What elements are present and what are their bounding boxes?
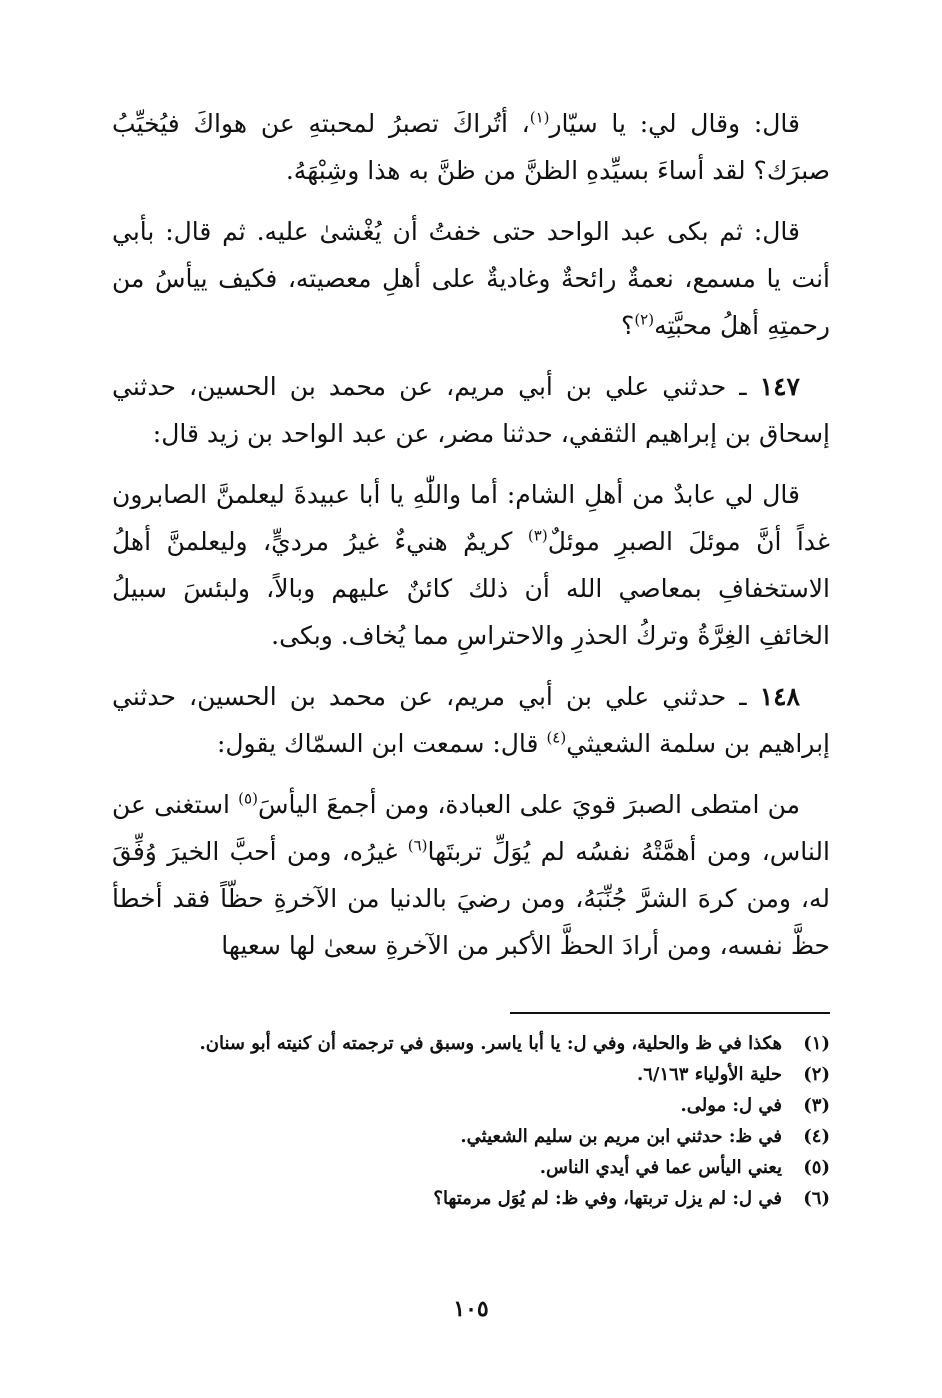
footnote-number: (٥)	[803, 1157, 830, 1178]
paragraph: قال: ثم بكى عبد الواحد حتى خفتُ أن يُغْشىٰ عليه. ثم قال: بأبي أنت يا مسمع، نعمةٌ رائحةٌ وغاديةٌ على أهلِ معصيته، فكيف ييأسُ من رحمتِهِ أهلُ محبَّتِه$^{(٢)}$؟	[112, 217, 830, 340]
footnote-ref: (٤)	[546, 728, 567, 747]
footnote-ref: (٥)	[238, 789, 258, 808]
paragraph: قال لي عابدٌ من أهلِ الشام: أما واللّٰهِ يا أبا عبيدةَ ليعلمنَّ الصابرون غداً أنَّ موئلَ الصبرِ موئلٌ$^{(٣)}$ كريمٌ هنيءٌ غيرُ مرديٍّ، وليعلمنَّ أهلُ الاستخفافِ بمعاصي الله أن ذلك كائنٌ عليهم وبالاً، ولبئسَ سبيلُ الخائفِ الغِرَّةُ وتركُ الحذرِ والاحتراسِ مما يُخاف. وبكى.	[112, 480, 831, 650]
footnote-item	[112, 1183, 830, 1214]
footnote-item	[112, 1059, 830, 1090]
footnote-ref: (٦)	[407, 836, 428, 855]
footnote-number: (٤)	[803, 1126, 830, 1147]
footnote-item	[112, 1121, 830, 1152]
footnote-number: (٦)	[803, 1188, 830, 1209]
hadith-paragraph: ١٤٨ ـ حدثني علي بن أبي مريم، عن محمد بن الحسين، حدثني إبراهيم بن سلمة الشعيثي$^{(٤)}$ قال: سمعت ابن السمّاك يقول:	[112, 682, 830, 758]
footnote-number: (١)	[803, 1033, 830, 1054]
footnote-text: يعني اليأس عما في أيدي الناس.	[539, 1157, 782, 1178]
paragraph: من امتطى الصبرَ قويَ على العبادة، ومن أجمعَ اليأسَ$^{(٥)}$ استغنى عن الناس، ومن أهمَّتْهُ نفسُه لم يُوَلِّ تربتَها$^{(٦)}$ غيرُه، ومن أحبَّ الخيرَ وُفِّقَ له، ومن كرهَ الشرَّ جُنِّبَهُ، ومن رضيَ بالدنيا من الآخرةِ حظّاً فقد أخطأ حظَّ نفسه، ومن أرادَ الحظَّ الأكبر من الآخرةِ سعىٰ لها سعيها	[112, 789, 830, 960]
footnote-number: (٢)	[803, 1064, 830, 1085]
footnote-separator	[510, 1012, 830, 1014]
footnote-text: في ل: لم يزل تربتها، وفي ظ: لم يُوَل مرمتها؟	[433, 1188, 782, 1209]
hadith-paragraph: ١٤٧ ـ حدثني علي بن أبي مريم، عن محمد بن الحسين، حدثني إسحاق بن إبراهيم الثقفي، حدثنا مضر، عن عبد الواحد بن زيد قال:	[112, 372, 830, 448]
footnotes-list	[112, 1028, 830, 1214]
footnote-text: في ل: مولى.	[680, 1095, 782, 1116]
footnote-text: حلية الأولياء ٦/١٦٣.	[636, 1064, 782, 1085]
hadith-number: ١٤٧	[759, 372, 800, 401]
page-number: ١٠٥	[453, 1296, 489, 1322]
main-text	[112, 100, 830, 983]
footnote-item	[112, 1152, 830, 1183]
footnote-ref: (١)	[529, 108, 550, 127]
footnote-text: هكذا في ظ والحلية، وفي ل: يا أبا ياسر. وسبق في ترجمته أن كنيته أبو سنان.	[199, 1033, 782, 1054]
footnote-text: في ظ: حدثني ابن مريم بن سليم الشعيثي.	[460, 1126, 782, 1147]
footnote-ref: (٣)	[527, 526, 548, 545]
footnote-item	[112, 1028, 830, 1059]
footnote-ref: (٢)	[634, 310, 655, 329]
footnote-number: (٣)	[803, 1095, 830, 1116]
footnote-item	[112, 1090, 830, 1121]
paragraph: قال: وقال لي: يا سيّار$^{(١)}$، أتُراكَ تصبرُ لمحبتهِ عن هواكَ فيُخيِّبُ صبرَك؟ لقد أساءَ بسيِّدهِ الظنَّ من ظنَّ به هذا وشِبْهَهُ.	[112, 108, 830, 185]
hadith-number: ١٤٨	[759, 682, 800, 711]
